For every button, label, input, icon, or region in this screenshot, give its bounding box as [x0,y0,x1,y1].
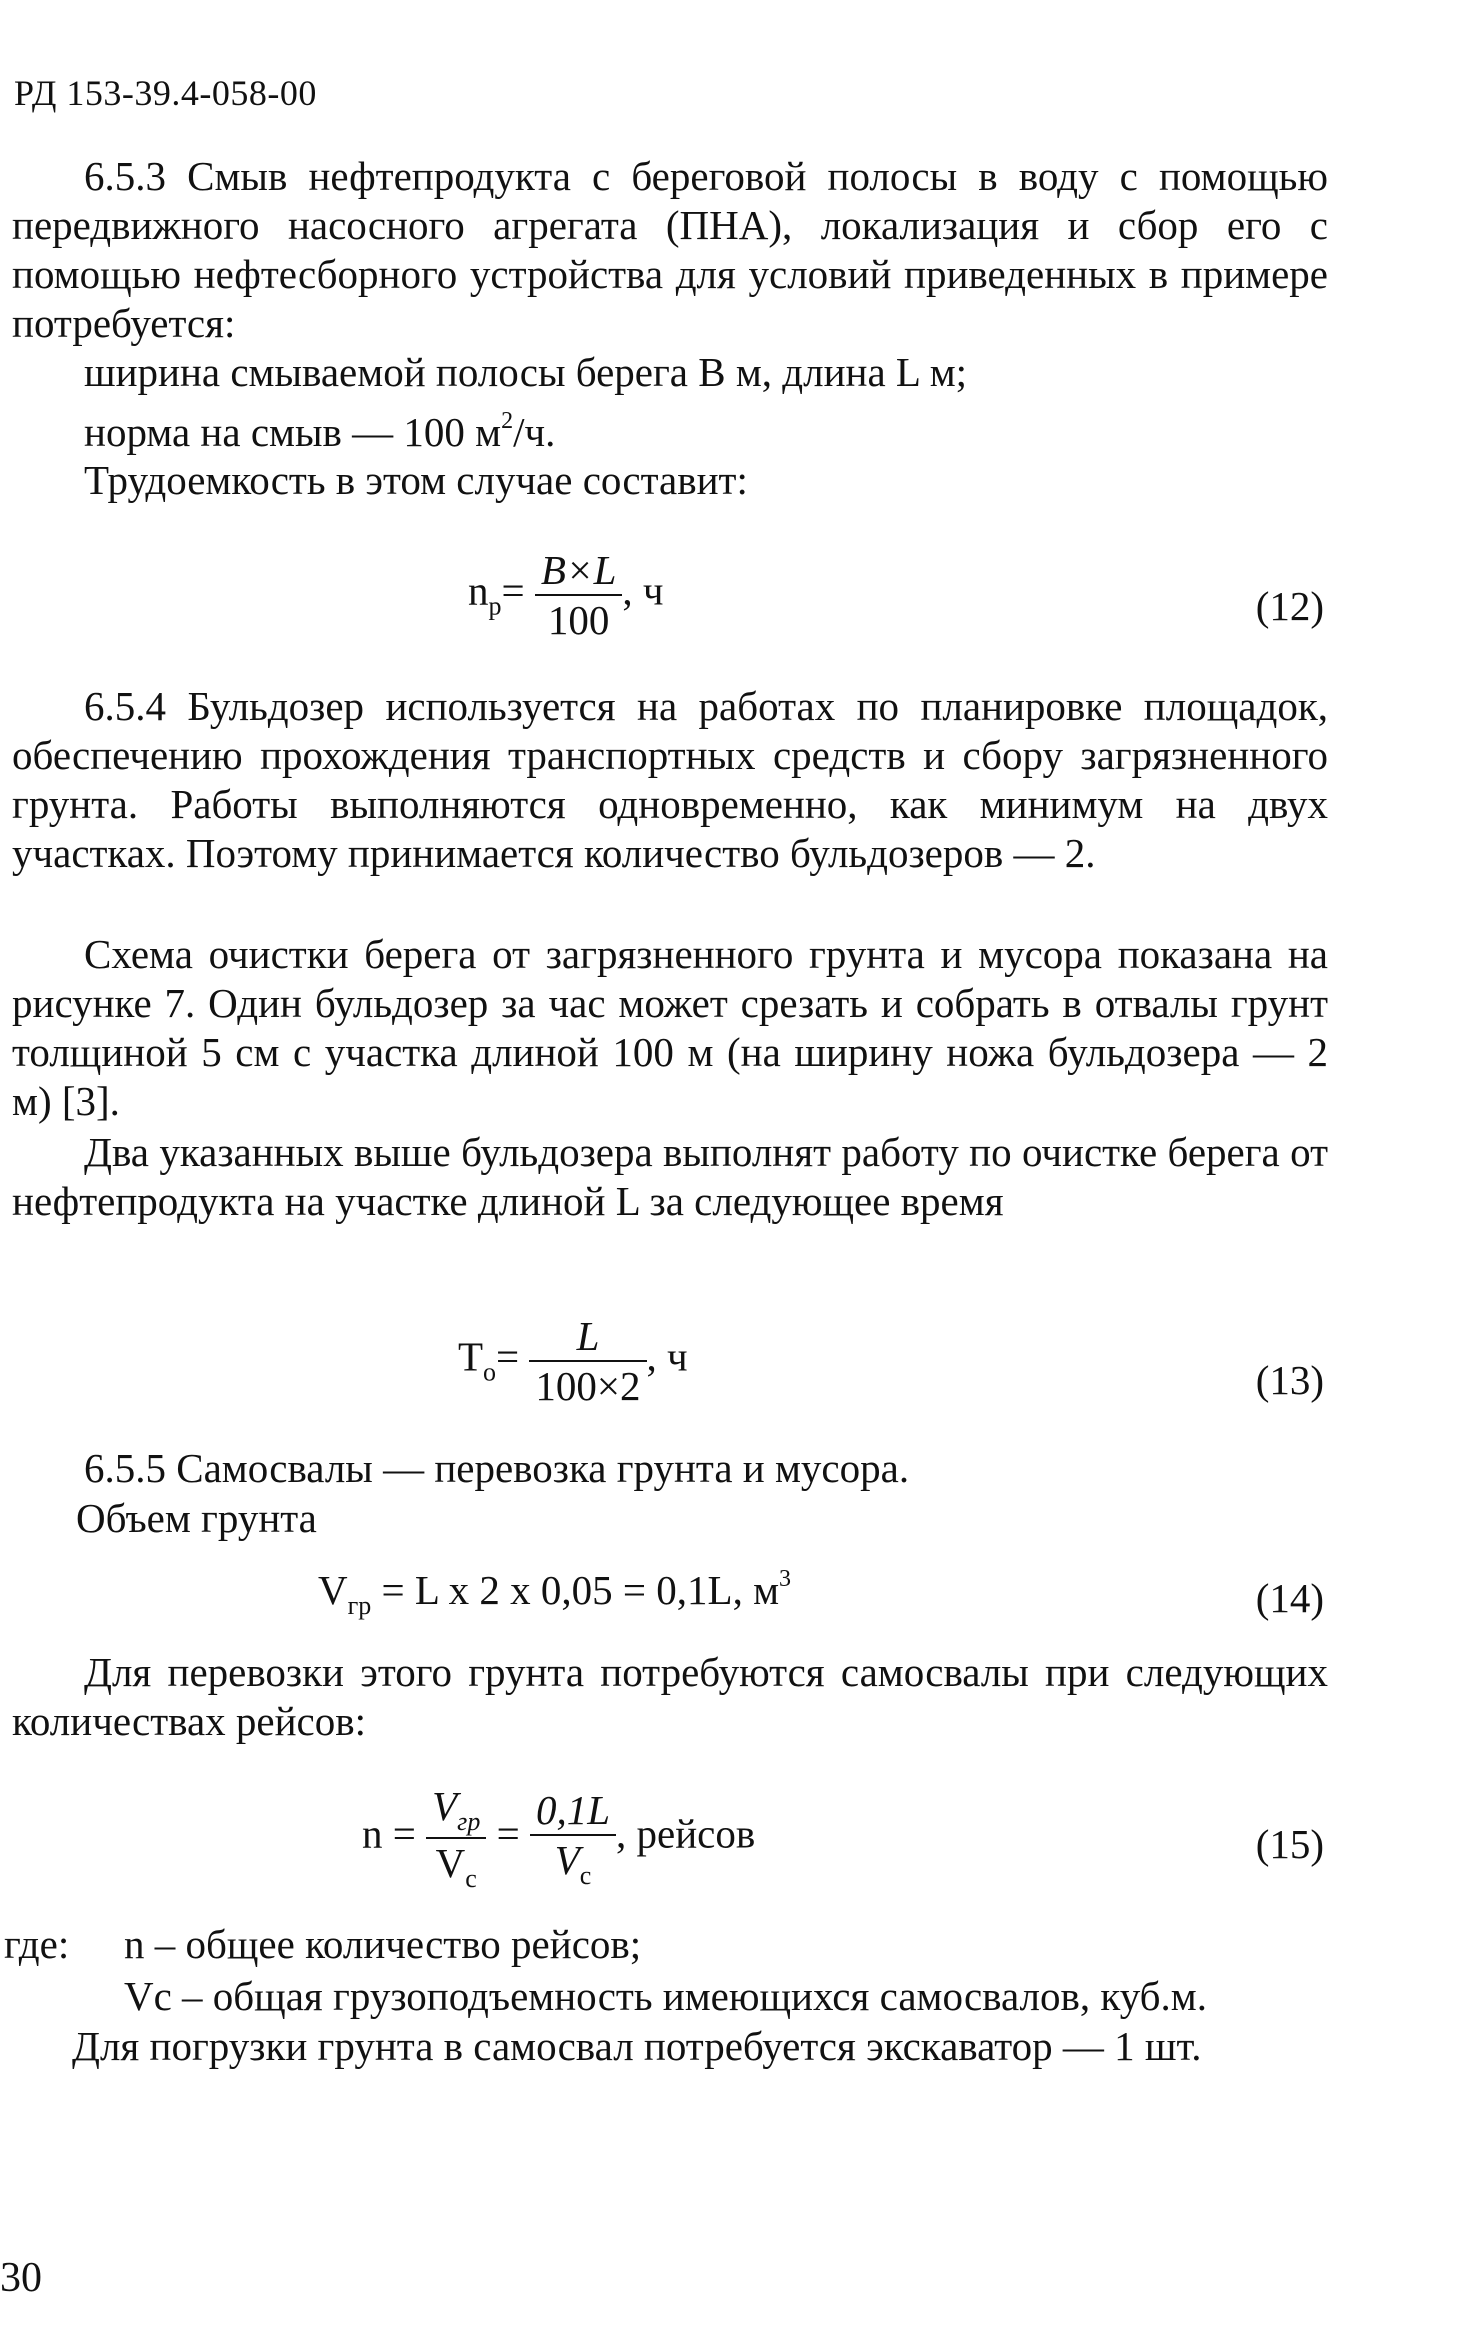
formula-15-den2: V [554,1836,580,1883]
formula-13-unit: , ч [646,1333,688,1380]
formula-13-eq: = [496,1333,520,1380]
formula-13-denominator: 100×2 [529,1360,646,1410]
paragraph-6-5-4: 6.5.4 Бульдозер используется на работах по планировке площадок, обеспечению прохождения транспортных средств и сбору загрязненного грунта. Работы выполняются одновременно, как минимум на двух участках. Поэтому принимается количество бульдозеров — 2. [12,683,1328,876]
paragraph-trucks-trips: Для перевозки этого грунта потребуются самосвалы при следующих количествах рейсов: [12,1649,1328,1744]
formula-12-lhs-sub: р [488,591,502,621]
formula-14-rhs-sup: 3 [779,1566,792,1592]
formula-12-fraction [535,546,623,644]
formula-15-num1-sub: гр [457,1807,481,1836]
paragraph-cleaning-scheme: Схема очистки берега от загрязненного грунта и мусора показана на рисунке 7. Один бульдозер за час может срезать и собрать в отвалы грунт толщиной 5 см с участка длиной 100 м (на ширину ножа бульдозера — 2 м) [3]. [12,931,1328,1124]
formula-15-denominator-1 [426,1837,486,1894]
formula-15-numerator-1 [426,1782,486,1837]
formula-15-den2-sub: с [579,1860,592,1890]
formula-15-fraction-1 [426,1782,486,1894]
formula-14 [318,1566,791,1621]
formula-15-denominator-2 [530,1834,616,1891]
formula-14-lhs: V [318,1567,348,1613]
excavator-line: Для погрузки грунта в самосвал потребуется экскаватор — 1 шт. [72,2023,1202,2069]
formula-12-eq: = [501,567,525,614]
formula-15-den1: V [435,1840,466,1886]
formula-13 [458,1312,688,1410]
n-definition: n – общее количество рейсов; [124,1921,642,1967]
formula-12 [468,546,664,644]
formula-12-denominator: 100 [535,594,623,644]
norm-unit: /ч. [513,409,556,455]
paragraph-bulldozers-time: Два указанных выше бульдозера выполнят работу по очистке берега от нефтепродукта на участке длиной L за следующее время [12,1129,1328,1224]
soil-volume-label: Объем грунта [76,1495,317,1541]
norm-text: норма на смыв — 100 м [84,409,502,455]
formula-13-lhs: T [458,1333,484,1380]
formula-15 [362,1782,755,1894]
formula-14-rhs: = L x 2 x 0,05 = 0,1L, м [371,1567,780,1613]
document-code: РД 153-39.4-058-00 [14,73,317,113]
formula-14-lhs-sub: гр [347,1591,372,1620]
formula-12-lhs: n [468,567,489,614]
labor-intensity-line: Трудоемкость в этом случае составит: [84,457,748,503]
equation-number-15: (15) [1255,1821,1324,1867]
equation-number-14: (14) [1255,1575,1324,1621]
formula-12-numerator: B×L [540,547,617,593]
formula-13-lhs-sub: о [483,1357,497,1387]
equation-number-12: (12) [1255,583,1324,629]
section-6-5-5-title: 6.5.5 Самосвалы — перевозка грунта и мусора. [84,1445,910,1491]
vc-definition: Vc – общая грузоподъемность имеющихся самосвалов, куб.м. [124,1973,1207,2019]
formula-15-den1-sub: с [465,1864,477,1893]
page-number: 30 [0,2255,42,2301]
formula-13-fraction [529,1312,646,1410]
formula-15-unit: , рейсов [616,1810,756,1857]
norm-superscript: 2 [501,408,514,434]
equation-number-13: (13) [1255,1357,1324,1403]
formula-15-fraction-2 [530,1786,616,1891]
where-label: где: [4,1921,70,1967]
paragraph-6-5-3: 6.5.3 Смыв нефтепродукта с береговой полосы в воду с помощью передвижного насосного агрегата (ПНА), локализация и сбор его с помощью нефтесборного устройства для условий приведенных в примере потребуется: [12,153,1328,346]
formula-15-num1: V [432,1783,458,1829]
formula-15-numerator-2: 0,1L [535,1786,611,1833]
formula-15-lhs: n = [362,1810,416,1857]
formula-12-unit: , ч [622,567,664,614]
norm-line [84,397,555,457]
formula-13-numerator: L [576,1313,600,1359]
width-length-line: ширина смываемой полосы берега В м, длина L м; [84,349,968,395]
formula-15-eq2: = [496,1810,520,1857]
